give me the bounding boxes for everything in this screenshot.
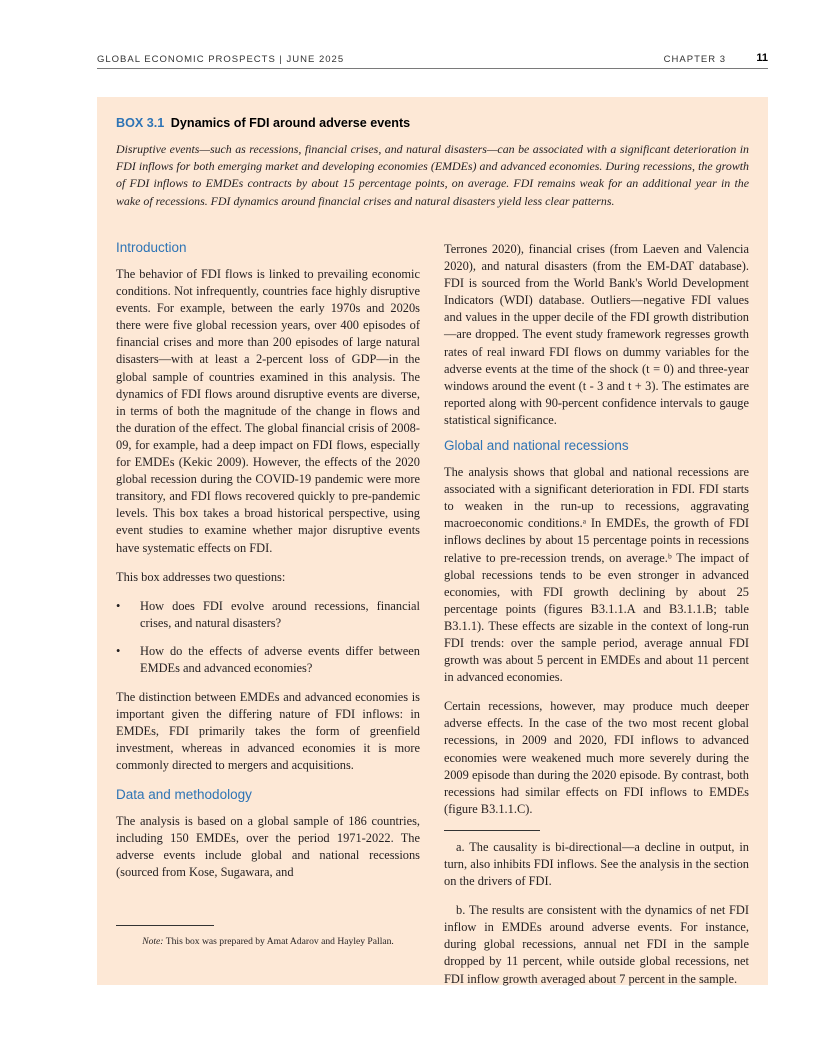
intro-paragraph-3: The distinction between EMDEs and advanced economies is important given the differing nature of FDI inflows: in EMDEs, FDI primarily takes the form of greenfield investment, whereas in advanced economies it is more commonly directed to mergers and acquisitions. [116,690,420,773]
box-abstract: Disruptive events—such as recessions, financial crises, and natural disasters—can be associated with a significant deterioration in FDI inflows for both emerging market and developing economies (EMDEs) and advanced economies. During recessions, the growth of FDI inflows to EMDEs contracts by about 15 percentage points, on average. FDI remains weak for an additional year in the wake of recessions. FDI dynamics around financial crises and natural disasters yield less clear patterns. [116,142,749,208]
left-column [116,240,420,893]
list-item-text: How do the effects of adverse events differ between EMDEs and advanced economies? [140,643,420,675]
list-item [116,643,420,677]
bullet-icon: • [116,643,121,658]
box-title [116,116,756,130]
note-body: This box was prepared by Amat Adarov and Hayley Pallan. [165,936,394,947]
recessions-paragraph-2: Certain recessions, however, may produce much deeper adverse effects. In the case of the two most recent global recessions, in 2009 and 2020, FDI inflows to advanced economies were weakened much more severely during the 2009 episode than during the 2020 episode. By contrast, both recessions had similar effects on FDI inflows to EMDEs (figure B3.1.1.C). [444,699,749,816]
author-note [116,925,420,947]
data-paragraph-continued: Terrones 2020), financial crises (from Laeven and Valencia 2020), and natural disasters (from the EM-DAT database). FDI is sourced from the World Bank's World Development Indicators (WDI) database. Outliers—negative FDI values and values in the upper decile of the FDI growth distribution—are dropped. The event study framework regresses growth rates of real inward FDI flows on dummy variables for the adverse events at the time of the shock (t = 0) and three-year windows around the event (t - 3 and t + 3). The estimates are reported along with 90-percent confidence intervals to gauge statistical significance. [444,242,749,427]
note-text [116,936,420,947]
publication-title: GLOBAL ECONOMIC PROSPECTS | JUNE 2025 [97,54,345,65]
heading-introduction: Introduction [116,240,187,255]
running-header [97,52,768,68]
bullet-icon: • [116,598,121,613]
data-paragraph-1: The analysis is based on a global sample of 186 countries, including 150 EMDEs, over the period 1971-2022. The adverse events include global and national recessions (sourced from Kose, Sugawara, and [116,813,420,879]
list-item [116,598,420,632]
box-number: BOX 3.1 [116,116,165,130]
heading-data-methodology: Data and methodology [116,786,252,802]
header-rule [97,68,768,69]
list-item-text: How does FDI evolve around recessions, financial crises, and natural disasters? [140,598,420,630]
right-column [444,241,749,1000]
footnote-rule [444,830,540,831]
page-number: 11 [756,52,768,64]
footnote-a: a. The causality is bi-directional—a decline in output, in turn, also inhibits FDI inflows. See the analysis in the section on the drivers of FDI. [444,839,749,889]
note-label: Note: [142,936,164,947]
box-title-text: Dynamics of FDI around adverse events [170,116,411,130]
intro-paragraph-1: The behavior of FDI flows is linked to prevailing economic conditions. Not infrequently, countries face highly disruptive events. For example, between the early 1970s and 2020s there were five global recession years, over 400 episodes of financial crises and more than 200 episodes of large natural disasters—with at least a 2-percent loss of GDP—in the global sample of countries examined in this analysis. The dynamics of FDI flows around disruptive events are diverse, in terms of both the magnitude of the change in flows and the duration of the effect. The global financial crisis of 2008-09, for example, had a deep impact on FDI flows, especially for EMDEs (Kekic 2009). However, the effects of the 2020 global recession during the COVID-19 pandemic were more transitory, and FDI flows recovered quickly to pre-pandemic levels. This box takes a broad historical perspective, using event studies to examine whether major disruptive events have systematic effects on FDI. [116,267,420,555]
intro-paragraph-2: This box addresses two questions: [116,569,286,584]
note-rule [116,925,214,926]
questions-list [116,598,420,677]
recessions-paragraph-1: The analysis shows that global and national recessions are associated with a significant deterioration in FDI. FDI starts to weaken in the run-up to recessions, aggravating macroeconomic conditions.ᵃ In EMDEs, the growth of FDI inflows declines by about 15 percentage points in recessions relative to pre-recession trends, on average.ᵇ The impact of global recessions tends to be even stronger in advanced economies, with FDI growth declining by about 25 percentage points (figures B3.1.1.A and B3.1.1.B; table B3.1.1). These effects are sizable in the context of long-run FDI trends: over the sample period, average annual FDI growth was about 5 percent in EMDEs and about 11 percent in advanced economies. [444,465,749,685]
heading-global-national-recessions: Global and national recessions [444,438,629,454]
box-panel [97,97,768,985]
footnote-b: b. The results are consistent with the dynamics of net FDI inflow in EMDEs around adverse events. For instance, during global recessions, annual net FDI in the sample dropped by 11 percent, while outside global recessions, net FDI inflow growth averaged about 7 percent in the sample. [444,903,749,986]
chapter-label: CHAPTER 3 [663,54,726,65]
